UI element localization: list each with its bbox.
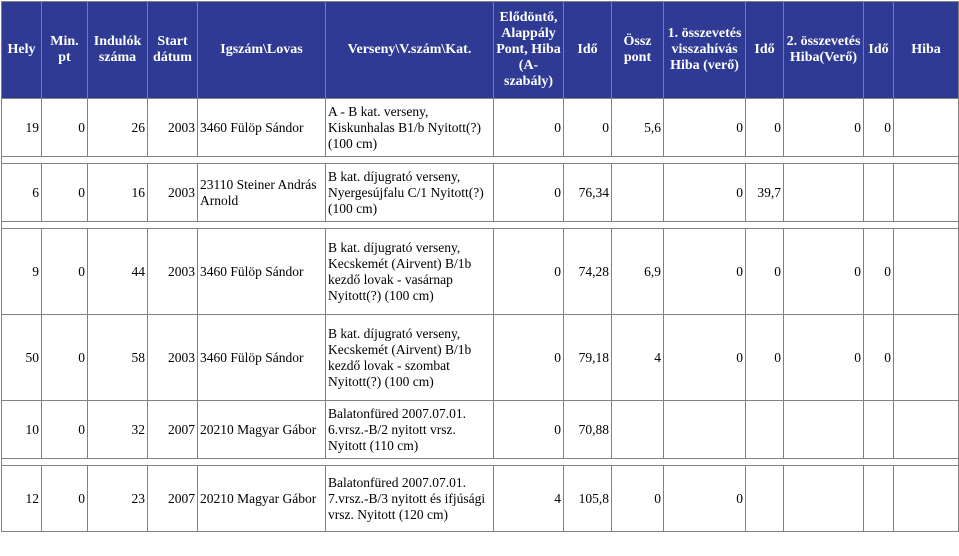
cell-ossz-pont: 6,9 (612, 229, 664, 315)
row-separator (2, 222, 959, 229)
col-header: 2. összevetés Hiba(Verő) (784, 2, 864, 99)
row-separator-cell (2, 157, 959, 164)
cell-elodonto: 0 (494, 401, 564, 459)
cell-ido: 76,34 (564, 164, 612, 222)
cell-osszevetes-1 (664, 401, 746, 459)
cell-start-datum: 2003 (148, 229, 198, 315)
col-header: Start dátum (148, 2, 198, 99)
cell-ido: 79,18 (564, 315, 612, 401)
col-header: Min. pt (42, 2, 88, 99)
col-header: Hely (2, 2, 42, 99)
cell-ossz-pont (612, 164, 664, 222)
cell-osszevetes-2: 0 (784, 229, 864, 315)
row-separator-cell (2, 459, 959, 466)
cell-ido-1: 0 (746, 99, 784, 157)
cell-ido: 0 (564, 99, 612, 157)
row-separator (2, 157, 959, 164)
cell-osszevetes-2: 0 (784, 315, 864, 401)
cell-osszevetes-1: 0 (664, 315, 746, 401)
cell-indulok: 58 (88, 315, 148, 401)
cell-ido-2: 0 (864, 99, 894, 157)
cell-elodonto: 4 (494, 466, 564, 532)
cell-hely: 9 (2, 229, 42, 315)
cell-lovas: 3460 Fülöp Sándor (198, 315, 326, 401)
cell-verseny: Balatonfüred 2007.07.01. 6.vrsz.-B/2 nyitott vrsz. Nyitott (110 cm) (326, 401, 494, 459)
row-separator (2, 459, 959, 466)
cell-start-datum: 2007 (148, 466, 198, 532)
cell-elodonto: 0 (494, 229, 564, 315)
cell-verseny: B kat. díjugrató verseny, Kecskemét (Airvent) B/1b kezdő lovak - szombat Nyitott(?) (100 cm) (326, 315, 494, 401)
cell-osszevetes-2 (784, 164, 864, 222)
cell-hiba (894, 164, 959, 222)
col-header: 1. összevetés visszahívás Hiba (verő) (664, 2, 746, 99)
col-header: Idő (864, 2, 894, 99)
cell-min-pt: 0 (42, 99, 88, 157)
cell-osszevetes-2: 0 (784, 99, 864, 157)
cell-ido-1: 39,7 (746, 164, 784, 222)
cell-lovas: 20210 Magyar Gábor (198, 466, 326, 532)
cell-indulok: 26 (88, 99, 148, 157)
cell-lovas: 3460 Fülöp Sándor (198, 99, 326, 157)
table-row (2, 315, 959, 401)
cell-osszevetes-1: 0 (664, 164, 746, 222)
results-table (1, 1, 959, 532)
header-row (2, 2, 959, 99)
row-separator-cell (2, 222, 959, 229)
table-row (2, 164, 959, 222)
cell-lovas: 20210 Magyar Gábor (198, 401, 326, 459)
cell-osszevetes-2 (784, 466, 864, 532)
cell-lovas: 3460 Fülöp Sándor (198, 229, 326, 315)
col-header: Elődöntő, Alappály Pont, Hiba (A-szabály) (494, 2, 564, 99)
cell-hely: 19 (2, 99, 42, 157)
cell-verseny: Balatonfüred 2007.07.01. 7.vrsz.-B/3 nyitott és ifjúsági vrsz. Nyitott (120 cm) (326, 466, 494, 532)
cell-ido-2: 0 (864, 229, 894, 315)
cell-ido: 74,28 (564, 229, 612, 315)
col-header: Hiba (894, 2, 959, 99)
cell-ossz-pont (612, 401, 664, 459)
cell-ido: 105,8 (564, 466, 612, 532)
cell-hely: 50 (2, 315, 42, 401)
cell-hiba (894, 466, 959, 532)
cell-indulok: 32 (88, 401, 148, 459)
col-header: Igszám\Lovas (198, 2, 326, 99)
col-header: Idő (564, 2, 612, 99)
cell-min-pt: 0 (42, 164, 88, 222)
col-header: Indulók száma (88, 2, 148, 99)
cell-start-datum: 2003 (148, 315, 198, 401)
cell-start-datum: 2003 (148, 164, 198, 222)
cell-ido-2 (864, 164, 894, 222)
cell-ido-1 (746, 466, 784, 532)
cell-osszevetes-1: 0 (664, 99, 746, 157)
cell-verseny: B kat. díjugrató verseny, Kecskemét (Airvent) B/1b kezdő lovak - vasárnap Nyitott(?) (100 cm) (326, 229, 494, 315)
cell-hely: 10 (2, 401, 42, 459)
cell-osszevetes-1: 0 (664, 229, 746, 315)
cell-ido-1 (746, 401, 784, 459)
cell-hiba (894, 99, 959, 157)
cell-verseny: B kat. díjugrató verseny, Nyergesújfalu C/1 Nyitott(?) (100 cm) (326, 164, 494, 222)
cell-ido-2 (864, 466, 894, 532)
cell-ido: 70,88 (564, 401, 612, 459)
cell-min-pt: 0 (42, 229, 88, 315)
cell-hiba (894, 315, 959, 401)
cell-verseny: A - B kat. verseny, Kiskunhalas B1/b Nyitott(?) (100 cm) (326, 99, 494, 157)
cell-osszevetes-2 (784, 401, 864, 459)
cell-ossz-pont: 0 (612, 466, 664, 532)
table-row (2, 99, 959, 157)
cell-lovas: 23110 Steiner András Arnold (198, 164, 326, 222)
table-row (2, 229, 959, 315)
col-header: Idő (746, 2, 784, 99)
cell-min-pt: 0 (42, 315, 88, 401)
cell-indulok: 16 (88, 164, 148, 222)
cell-elodonto: 0 (494, 315, 564, 401)
rows-body (2, 99, 959, 532)
cell-elodonto: 0 (494, 164, 564, 222)
cell-hiba (894, 401, 959, 459)
cell-min-pt: 0 (42, 466, 88, 532)
cell-indulok: 44 (88, 229, 148, 315)
cell-start-datum: 2003 (148, 99, 198, 157)
cell-min-pt: 0 (42, 401, 88, 459)
cell-elodonto: 0 (494, 99, 564, 157)
cell-hely: 6 (2, 164, 42, 222)
table-row (2, 466, 959, 532)
col-header: Verseny\V.szám\Kat. (326, 2, 494, 99)
cell-ido-2 (864, 401, 894, 459)
table-row (2, 401, 959, 459)
cell-hiba (894, 229, 959, 315)
cell-indulok: 23 (88, 466, 148, 532)
cell-ido-2: 0 (864, 315, 894, 401)
cell-ossz-pont: 4 (612, 315, 664, 401)
cell-ido-1: 0 (746, 315, 784, 401)
cell-ido-1: 0 (746, 229, 784, 315)
cell-ossz-pont: 5,6 (612, 99, 664, 157)
cell-osszevetes-1: 0 (664, 466, 746, 532)
col-header: Össz pont (612, 2, 664, 99)
cell-hely: 12 (2, 466, 42, 532)
cell-start-datum: 2007 (148, 401, 198, 459)
